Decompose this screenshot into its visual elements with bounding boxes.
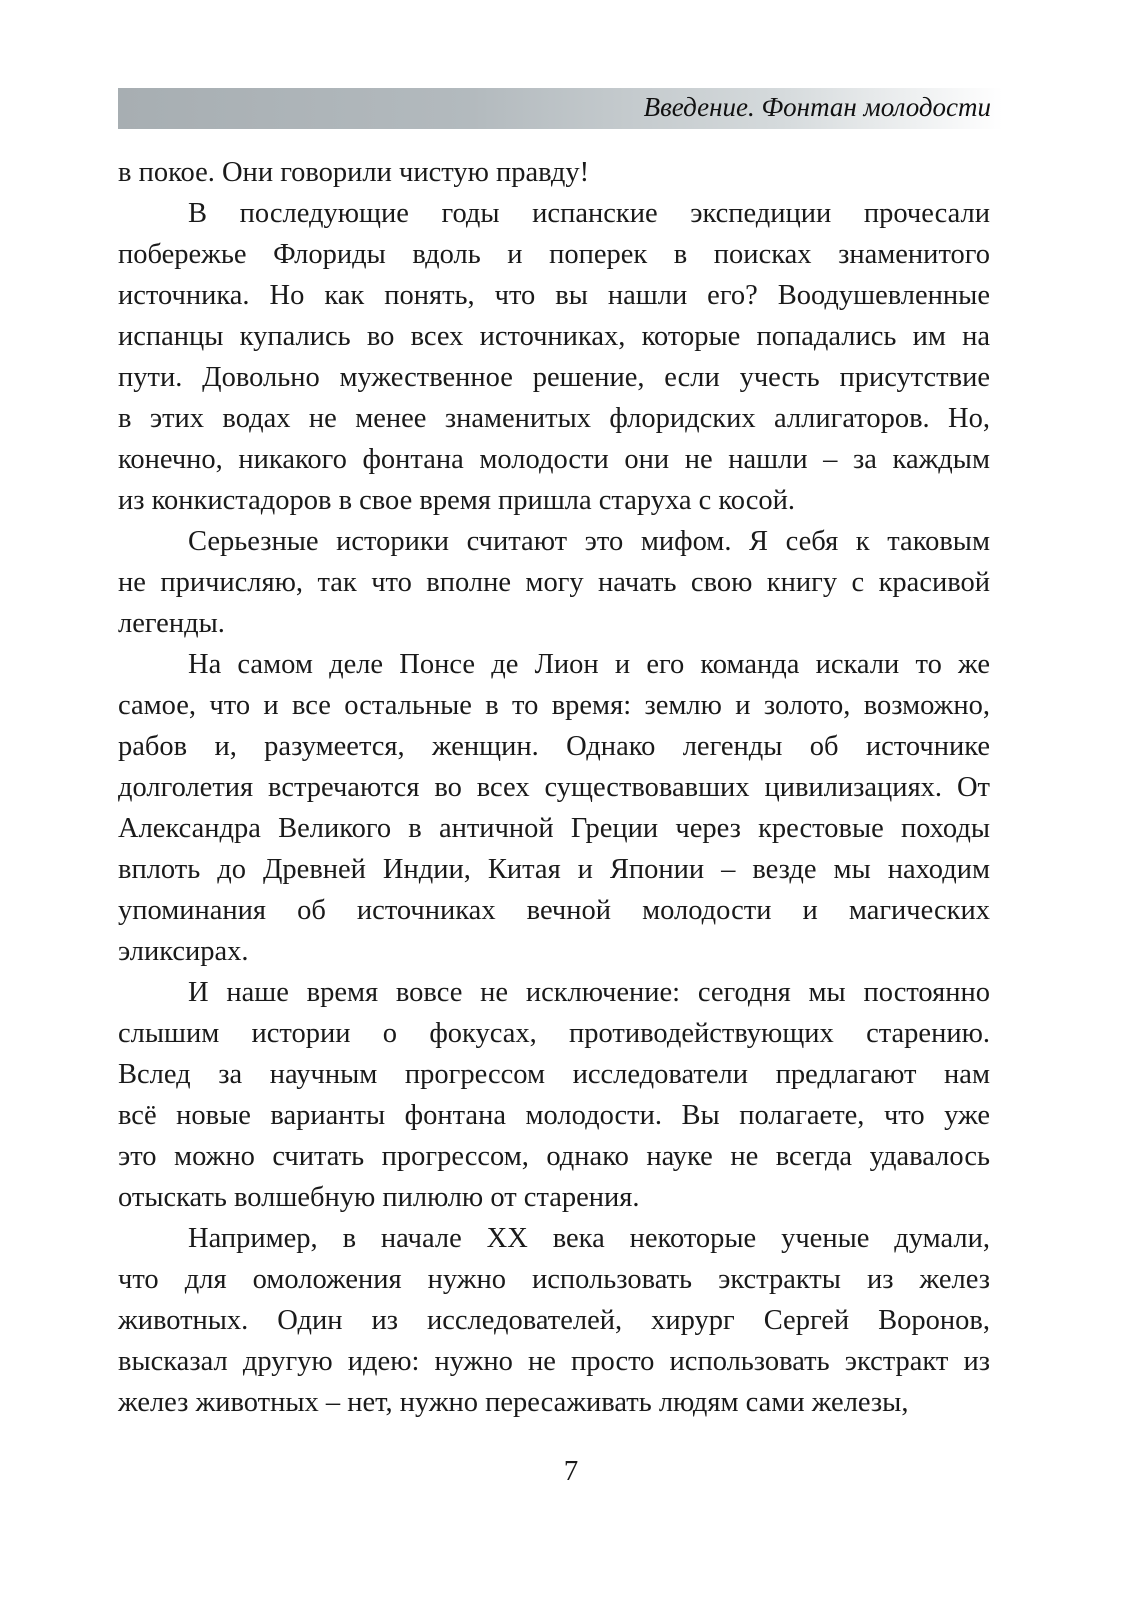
text-line: И наше время вовсе не исключение: сегодня мы постоянно — [188, 977, 990, 1008]
text-line: испанцы купались во всех источниках, которые попадались им на — [118, 321, 990, 352]
text-line: Например, в начале XX века некоторые ученые думали, — [188, 1223, 990, 1254]
text-line: не причисляю, так что вполне могу начать свою книгу с красивой — [118, 567, 990, 598]
text-line: легенды. — [118, 608, 225, 639]
text-line: высказал другую идею: нужно не просто использовать экстракт из — [118, 1346, 990, 1377]
text-line: животных. Один из исследователей, хирург Сергей Воронов, — [118, 1305, 990, 1336]
text-line: слышим истории о фокусах, противодействующих старению. — [118, 1018, 990, 1049]
text-line: На самом деле Понсе де Лион и его команда искали то же — [188, 649, 990, 680]
text-line: побережье Флориды вдоль и поперек в поисках знаменитого — [118, 239, 990, 270]
paragraph — [118, 644, 990, 972]
text-line: что для омоложения нужно использовать экстракты из желез — [118, 1264, 990, 1295]
text-line: всё новые варианты фонтана молодости. Вы полагаете, что уже — [118, 1100, 990, 1131]
paragraph — [118, 152, 990, 193]
text-line: это можно считать прогрессом, однако науке не всегда удавалось — [118, 1141, 990, 1172]
text-line: долголетия встречаются во всех существовавших цивилизациях. От — [118, 772, 990, 803]
text-line: конечно, никакого фонтана молодости они не нашли – за каждым — [118, 444, 990, 475]
text-line: рабов и, разумеется, женщин. Однако легенды об источнике — [118, 731, 990, 762]
text-line: в этих водах не менее знаменитых флоридских аллигаторов. Но, — [118, 403, 990, 434]
paragraph — [118, 972, 990, 1218]
text-line: из конкистадоров в свое время пришла старуха с косой. — [118, 485, 796, 516]
chapter-title: Введение. Фонтан молодости — [643, 92, 991, 122]
text-line: упоминания об источниках вечной молодости и магических — [118, 895, 990, 926]
text-line: источника. Но как понять, что вы нашли его? Воодушевленные — [118, 280, 990, 311]
text-line: в покое. Они говорили чистую правду! — [118, 157, 590, 188]
text-line: эликсирах. — [118, 936, 249, 967]
text-line: Вслед за научным прогрессом исследователи предлагают нам — [118, 1059, 990, 1090]
paragraph — [118, 193, 990, 521]
paragraph — [118, 1218, 990, 1423]
text-line: вплоть до Древней Индии, Китая и Японии – везде мы находим — [118, 854, 990, 885]
running-header — [118, 88, 1003, 129]
text-line: Серьезные историки считают это мифом. Я себя к таковым — [188, 526, 990, 557]
body-text — [118, 152, 990, 1423]
text-line: Александра Великого в античной Греции через крестовые походы — [118, 813, 990, 844]
page-number: 7 — [563, 1455, 579, 1487]
text-line: желез животных – нет, нужно пересаживать людям сами железы, — [118, 1387, 909, 1418]
text-line: пути. Довольно мужественное решение, если учесть присутствие — [118, 362, 990, 393]
text-line: отыскать волшебную пилюлю от старения. — [118, 1182, 640, 1213]
text-line: В последующие годы испанские экспедиции прочесали — [188, 198, 990, 229]
paragraph — [118, 521, 990, 644]
text-line: самое, что и все остальные в то время: землю и золото, возможно, — [118, 690, 990, 721]
